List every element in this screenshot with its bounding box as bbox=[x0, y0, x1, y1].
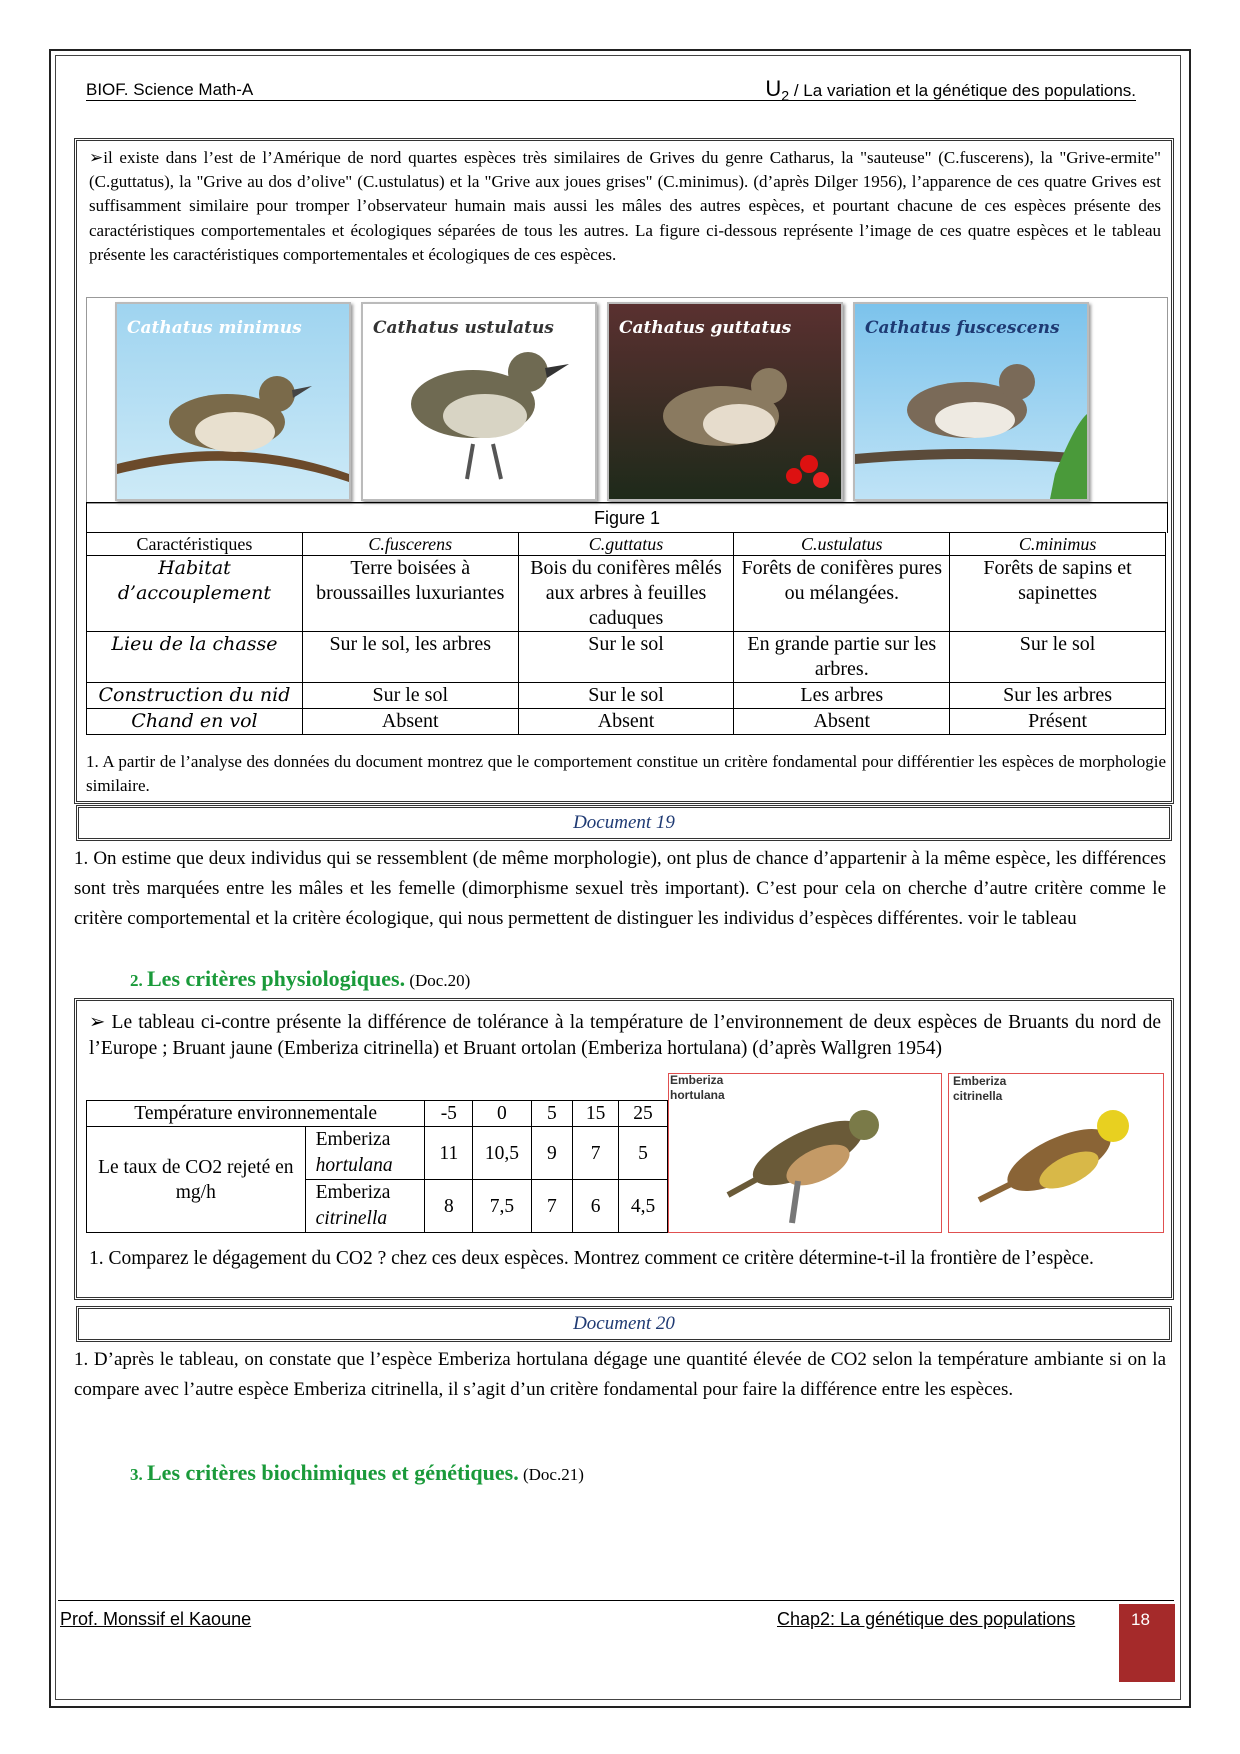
table-header-cell: 25 bbox=[619, 1101, 668, 1127]
table-header-cell: C.minimus bbox=[950, 533, 1166, 556]
table-cell: 4,5 bbox=[619, 1180, 668, 1233]
co2-table bbox=[86, 1100, 668, 1233]
table-cell: Sur le sol bbox=[518, 632, 734, 683]
table-row-label: Construction du nid bbox=[87, 683, 303, 709]
table-cell: 6 bbox=[573, 1180, 619, 1233]
table-header-cell: 5 bbox=[531, 1101, 573, 1127]
table-header-cell: 0 bbox=[473, 1101, 531, 1127]
answer-20: 1. D’après le tableau, on constate que l’espèce Emberiza hortulana dégage une quantité élevée de CO2 selon la température ambiante si on la compare avec l’autre espèce Emberiza citrinella, il s’agit d’un critère fondamental pour faire la différence entre les espèces. bbox=[74, 1349, 1166, 1400]
table-row-label: Habitat d’accouplement bbox=[87, 556, 303, 632]
table-cell: Absent bbox=[302, 709, 518, 735]
table-cell: Absent bbox=[734, 709, 950, 735]
table-cell: Sur le sol bbox=[302, 683, 518, 709]
table-row bbox=[87, 632, 1166, 683]
table-cell: 5 bbox=[619, 1127, 668, 1180]
species-name: Emberiza citrinella bbox=[305, 1180, 425, 1233]
page-number-box bbox=[1119, 1604, 1175, 1682]
table-header-cell: C.guttatus bbox=[518, 533, 734, 556]
rate-label: Le taux de CO2 rejeté en mg/h bbox=[87, 1127, 306, 1233]
section-2-heading: 2. Les critères physiologiques. (Doc.20) bbox=[130, 966, 471, 991]
answer-19: 1. On estime que deux individus qui se ressemblent (de même morphologie), ont plus de chance d’appartenir à la même espèce, les différences sont très marquées entre les mâles et les femelle (dimorphisme sexuel très important). C’est pour cela on cherche d’autre critère comme le critère comportemental et la critère écologique, qui nous permettent de distinguer les individus d’espèces différentes. voir le tableau bbox=[74, 848, 1166, 929]
bird-figure bbox=[86, 297, 1168, 504]
table-cell: En grande partie sur les arbres. bbox=[734, 632, 950, 683]
bird-photo-fuscescens: Cathatus fuscescens bbox=[853, 302, 1089, 501]
table-cell: Sur le sol bbox=[518, 683, 734, 709]
table-row bbox=[87, 556, 1166, 632]
table-row-label: Chand en vol bbox=[87, 709, 303, 735]
doc20-question: 1. Comparez le dégagement du CO2 ? chez ces deux espèces. Montrez comment ce critère détermine-t-il la frontière de l’espèce. bbox=[89, 1248, 1094, 1269]
table-header-row bbox=[87, 1101, 668, 1127]
section-3-heading: 3. Les critères biochimiques et génétiques. (Doc.21) bbox=[130, 1460, 584, 1485]
doc19-question: 1. A partir de l’analyse des données du document montrez que le comportement constitue un critère fondamental pour différentier les espèces de morphologie similaire. bbox=[86, 752, 1166, 795]
header-course: BIOF. Science Math-A bbox=[86, 80, 254, 99]
table-header-cell: C.fuscerens bbox=[302, 533, 518, 556]
footer-rule bbox=[58, 1600, 1174, 1601]
table-header-cell: Caractéristiques bbox=[87, 533, 303, 556]
bird-photo-guttatus: Cathatus guttatus bbox=[607, 302, 843, 501]
table-cell: 11 bbox=[425, 1127, 473, 1180]
page-number: 18 bbox=[1131, 1610, 1150, 1629]
doc19-intro: ➢il existe dans l’est de l’Amérique de nord quartes espèces très similaires de Grives du genre Catharus, la "sauteuse" (C.fuscerens), la "Grive-ermite" (C.guttatus), la "Grive au dos d’olive" (C.ustulatus) et la "Grive aux joues grises" (C.minimus). (d’après Dilger 1956), l’apparence de ces quatre Grives est suffisamment similaire pour tromper l’observateur humain mais aussi les mâles des autres espèces, et pourtant chacune de ces espèces présente des caractéristiques comportementales et écologiques séparées de tous les autres. La figure ci-dessous représente l’image de ces quatre espèces et le tableau présente les caractéristiques comportementales et écologiques de ces espèces. bbox=[89, 148, 1161, 264]
table-cell: Bois du conifères mêlés aux arbres à feuilles caduques bbox=[518, 556, 734, 632]
header-unit: $U_2$ / La variation et la génétique des populations. bbox=[765, 76, 1136, 105]
table-header-cell: -5 bbox=[425, 1101, 473, 1127]
table-row bbox=[87, 683, 1166, 709]
bunting-photo-citrinella: Emberiza citrinella bbox=[948, 1073, 1164, 1233]
table-cell: Sur le sol, les arbres bbox=[302, 632, 518, 683]
table-header-cell: 15 bbox=[573, 1101, 619, 1127]
table-row bbox=[87, 709, 1166, 735]
table-cell: Présent bbox=[950, 709, 1166, 735]
footer-chapter: Chap2: La génétique des populations bbox=[777, 1609, 1076, 1629]
table-cell: 7 bbox=[573, 1127, 619, 1180]
table-cell: 10,5 bbox=[473, 1127, 531, 1180]
doc20-intro: ➢ Le tableau ci-contre présente la différence de tolérance à la température de l’environnement de deux espèces de Bruants du nord de l’Europe ; Bruant jaune (Emberiza citrinella) et Bruant ortolan (Emberiza hortulana) (d’après Wallgren 1954) bbox=[89, 1012, 1161, 1059]
bird-photo-ustulatus: Cathatus ustulatus bbox=[361, 302, 597, 501]
table-row bbox=[87, 1127, 668, 1180]
table-cell: Terre boisées à broussailles luxuriantes bbox=[302, 556, 518, 632]
document-19-label: Document 19 bbox=[76, 805, 1172, 841]
table-cell: Les arbres bbox=[734, 683, 950, 709]
table-cell: Forêts de sapins et sapinettes bbox=[950, 556, 1166, 632]
figure-caption: Figure 1 bbox=[86, 502, 1168, 533]
table-cell: 7,5 bbox=[473, 1180, 531, 1233]
table-header-cell: C.ustulatus bbox=[734, 533, 950, 556]
table-cell: 8 bbox=[425, 1180, 473, 1233]
footer-author: Prof. Monssif el Kaoune bbox=[60, 1609, 252, 1629]
species-name: Emberiza hortulana bbox=[305, 1127, 425, 1180]
table-cell: Sur les arbres bbox=[950, 683, 1166, 709]
table-cell: Sur le sol bbox=[950, 632, 1166, 683]
photo-border bbox=[668, 1073, 942, 1233]
bird-photo-minimus: Cathatus minimus bbox=[115, 302, 351, 501]
table-cell: 7 bbox=[531, 1180, 573, 1233]
table-row-label: Lieu de la chasse bbox=[87, 632, 303, 683]
table-cell: Forêts de conifères pures ou mélangées. bbox=[734, 556, 950, 632]
thrush-characteristics-table bbox=[86, 532, 1166, 735]
table-cell: 9 bbox=[531, 1127, 573, 1180]
temp-label: Température environnementale bbox=[87, 1101, 425, 1127]
table-cell: Absent bbox=[518, 709, 734, 735]
bunting-photo-hortulana: Emberiza hortulana bbox=[668, 1073, 940, 1231]
header-rule bbox=[86, 100, 1136, 101]
document-20-label: Document 20 bbox=[76, 1306, 1172, 1342]
table-header-row bbox=[87, 533, 1166, 556]
